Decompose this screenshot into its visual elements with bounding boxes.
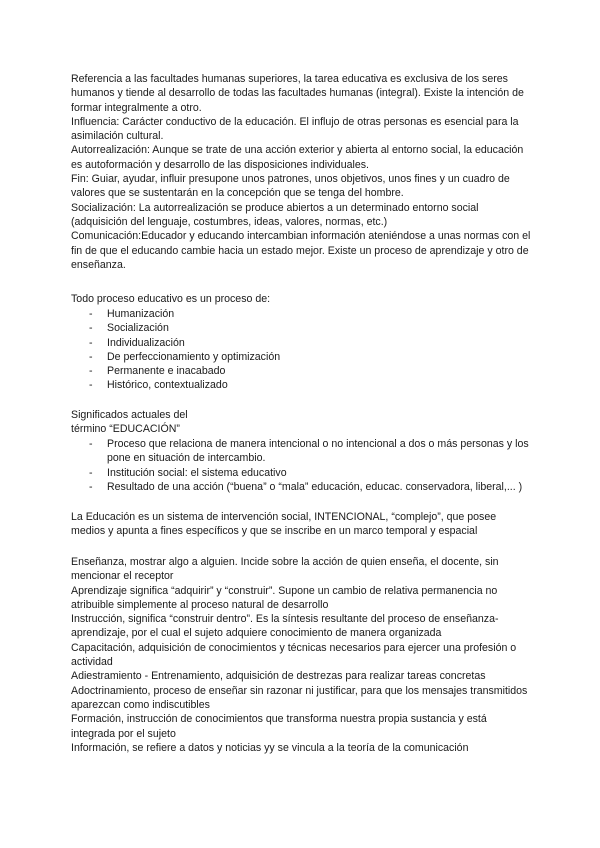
- terms-section: [71, 555, 531, 755]
- paragraph-fin: Fin: Guiar, ayudar, influir presupone unos patrones, unos objetivos, unos fines y un cuadro de valores que se sustentarán en la concepción que se tenga del hombre.: [71, 173, 510, 200]
- term-instruccion: Instrucción, significa “construir dentro”. Es la síntesis resultante del proceso de enseñanza-aprendizaje, por el cual el sujeto adquiere conocimiento de manera organizada: [71, 613, 499, 640]
- list-item: - Proceso que relaciona de manera intencional o no intencional a dos o más personas y los pone en situación de intercambio.: [89, 438, 529, 465]
- list-item: - Resultado de una acción (“buena” o “mala” educación, educac. conservadora, liberal,... ): [89, 480, 523, 493]
- meanings-heading: [71, 408, 531, 437]
- list-item: - Histórico, contextualizado: [89, 379, 228, 392]
- list-item: - Humanización: [89, 308, 175, 320]
- list-item: - De perfeccionamiento y optimización: [89, 350, 281, 363]
- term-informacion: Información, se refiere a datos y noticias yy se vincula a la teoría de la comunicación: [71, 741, 469, 754]
- paragraph-comunicacion: Comunicación:Educador y educando intercambian información ateniéndose a unas normas con el fin de que el educando cambie hacia un estado mejor. Existe un proceso de aprendizaje y otro de enseñanza.: [71, 230, 531, 271]
- list-item: - Socialización: [89, 322, 169, 335]
- term-adoctrinamiento: Adoctrinamiento, proceso de enseñar sin razonar ni justificar, para que los mensajes transmitidos aparezcan como indiscutibles: [71, 684, 528, 711]
- term-aprendizaje: Aprendizaje significa “adquirir” y “construir”. Supone un cambio de relativa permanencia no atribuible simplemente al proceso natural de desarrollo: [71, 584, 498, 611]
- intro-section: [71, 72, 531, 272]
- process-list: [89, 307, 529, 393]
- meanings-heading-line1: Significados actuales del: [71, 409, 188, 421]
- paragraph-influencia: Influencia: Carácter conductivo de la educación. El influjo de otras personas es esencial para la asimilación cultural.: [71, 115, 519, 143]
- list-item: - Individualización: [89, 336, 185, 349]
- education-summary: La Educación es un sistema de intervención social, INTENCIONAL, “complejo”, que posee medios y apunta a fines específicos y que se inscribe en un marco temporal y espacial: [71, 511, 497, 538]
- term-formacion: Formación, instrucción de conocimientos que transforma nuestra propia sustancia y está integrada por el sujeto: [71, 713, 487, 740]
- meanings-list: [89, 437, 529, 494]
- meanings-heading-line2: término “EDUCACIÓN”: [71, 423, 180, 436]
- paragraph-autorrealizacion: Autorrealización: Aunque se trate de una acción exterior y abierta al entorno social, la educación es autoformación y desarrollo de las disposiciones individuales.: [71, 144, 524, 171]
- term-capacitacion: Capacitación, adquisición de conocimientos y técnicas necesarios para ejercer una profesión o actividad: [71, 641, 517, 669]
- paragraph-socializacion: Socialización: La autorrealización se produce abiertos a un determinado entorno social (adquisición del lenguaje, costumbres, ideas, valores, normas, etc.): [71, 201, 479, 228]
- list-item: - Institución social: el sistema educativo: [89, 466, 287, 479]
- term-ensenanza: Enseñanza, mostrar algo a alguien. Incide sobre la acción de quien enseña, el docente, sin mencionar el receptor: [71, 556, 499, 583]
- list-item: - Permanente e inacabado: [89, 365, 226, 378]
- term-adiestramiento: Adiestramiento - Entrenamiento, adquisición de destrezas para realizar tareas concretas: [71, 670, 486, 683]
- paragraph-facultades: Referencia a las facultades humanas superiores, la tarea educativa es exclusiva de los seres humanos y tiende al desarrollo de todas las facultades humanas (integral). Existe la intención de formar integralmente a otro.: [71, 73, 524, 114]
- process-heading: Todo proceso educativo es un proceso de:: [71, 293, 271, 305]
